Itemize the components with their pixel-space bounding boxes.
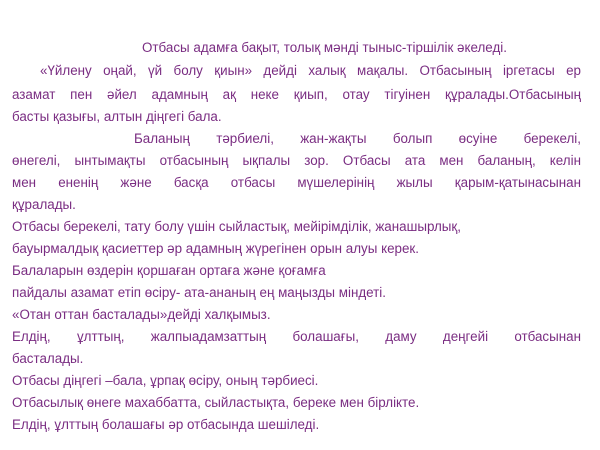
text-line-11: Балаларын өздерін қоршаған ортаға және қоғамға — [12, 263, 326, 278]
text-line-6: өнегелі, ынтымақты отбасының ықпалы зор. Отбасы ата мен баланың, келін — [12, 153, 581, 168]
text-line-18: Елдің, ұлттың болашағы әр отбасында шешіледі. — [12, 417, 320, 432]
text-line-17: Отбасылық өнеге махаббатта, сыйластықта, береке мен бірлікте. — [12, 395, 420, 410]
text-line-14: Елдің, ұлттың, жалпыадамзаттың болашағы, даму деңгейі отбасынан — [12, 329, 581, 344]
text-line-3: азамат пен әйел адамның ақ неке қиып, отау тігуінен құралады.Отбасының — [12, 87, 581, 102]
text-line-2: «Үйлену оңай, үй болу қиын» дейді халық мақалы. Отбасының іргетасы ер — [40, 63, 581, 78]
text-line-13: «Отан оттан басталады»дейді халқымыз. — [12, 307, 271, 322]
text-line-16: Отбасы діңгегі –бала, ұрпақ өсіру, оның тәрбиесі. — [12, 373, 319, 388]
text-line-9: Отбасы берекелі, тату болу үшін сыйластық, мейірімділік, жанашырлық, — [12, 219, 461, 234]
text-line-7: мен ененің және басқа отбасы мүшелерінің жылы қарым-қатынасынан — [12, 175, 581, 190]
text-line-12: пайдалы азамат етіп өсіру- ата-ананың ең маңызды міндеті. — [12, 285, 386, 300]
text-line-5: Баланың тәрбиелі, жан-жақты болып өсуіне берекелі, — [134, 131, 581, 146]
text-line-8: құралады. — [12, 197, 76, 212]
text-line-1: Отбасы адамға бақыт, толық мәнді тыныс-тіршілік әкеледі. — [142, 40, 507, 55]
text-line-15: басталады. — [12, 351, 84, 366]
text-line-4: басты қазығы, алтын діңгегі бала. — [12, 109, 222, 124]
text-line-10: бауырмалдық қасиеттер әр адамның жүрегінен орын алуы керек. — [12, 241, 420, 256]
